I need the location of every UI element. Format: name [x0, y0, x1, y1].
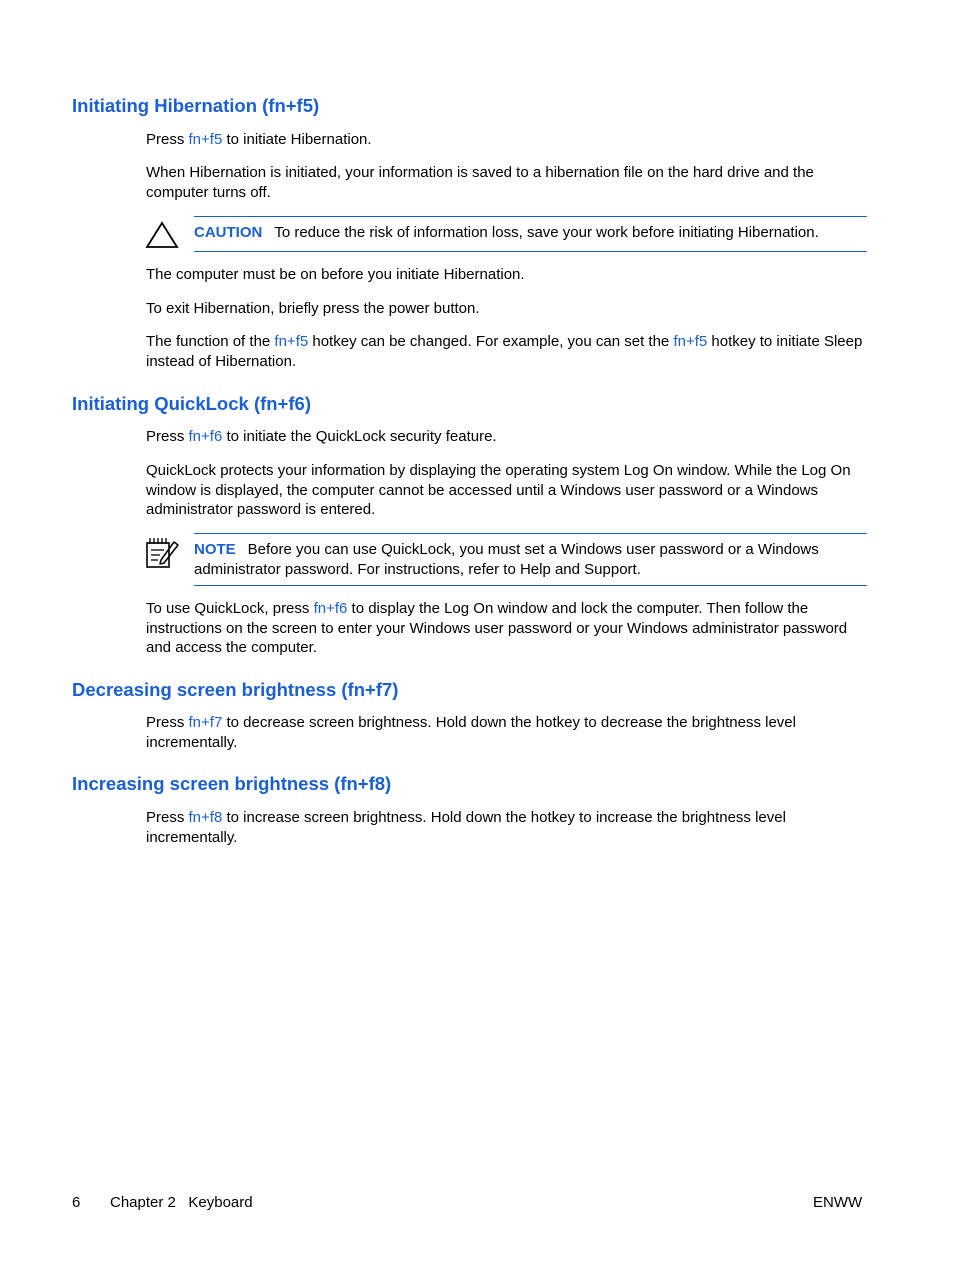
increase-brightness-paragraph [146, 808, 868, 847]
text: To use QuickLock, press [146, 600, 314, 617]
text: Press [146, 428, 189, 445]
footer-chapter: Chapter 2 Keyboard [110, 1194, 253, 1211]
hotkey-fn-f5: fn+f5 [188, 131, 223, 148]
text: to increase screen brightness. Hold down the hotkey to increase the brightness level incrementally. [146, 809, 786, 846]
hotkey-fn-f6: fn+f6 [188, 428, 223, 445]
note-top-rule [194, 533, 867, 534]
footer-page-number: 6 [72, 1194, 81, 1211]
note-bottom-rule [194, 585, 867, 586]
hibernation-description: When Hibernation is initiated, your information is saved to a hibernation file on the hard drive and the computer turns off. [146, 164, 814, 201]
quicklock-description: QuickLock protects your information by displaying the operating system Log On window. While the Log On window is displayed, the computer cannot be accessed until a Windows user password or a Windows administrator password is entered. [146, 462, 851, 518]
text: to initiate the QuickLock security feature. [222, 428, 497, 445]
hotkey-fn-f5: fn+f5 [673, 333, 708, 350]
warning-triangle-icon [145, 221, 179, 254]
text: Press [146, 714, 189, 731]
hibernation-function-paragraph [146, 332, 868, 371]
note-notice [194, 540, 868, 579]
text: hotkey to initiate Sleep instead of Hibernation. [146, 333, 863, 370]
text: Press [146, 809, 189, 826]
heading-increase-brightness: Increasing screen brightness (fn+f8) [72, 773, 392, 794]
hotkey-fn-f8: fn+f8 [188, 809, 223, 826]
text: Press [146, 131, 189, 148]
note-text: Before you can use QuickLock, you must set a Windows user password or a Windows administrator password. For instructions, refer to Help and Support. [194, 541, 819, 578]
caution-text: To reduce the risk of information loss, save your work before initiating Hibernation. [274, 224, 819, 241]
text: to initiate Hibernation. [222, 131, 372, 148]
hotkey-fn-f6: fn+f6 [313, 600, 348, 617]
quicklock-usage-paragraph [146, 599, 868, 658]
caution-top-rule [194, 216, 867, 217]
quicklock-press-paragraph [146, 427, 868, 447]
text: The function of the [146, 333, 275, 350]
note-label: NOTE [194, 541, 236, 558]
heading-quicklock: Initiating QuickLock (fn+f6) [72, 393, 311, 414]
caution-label: CAUTION [194, 224, 263, 241]
text: hotkey can be changed. For example, you can set the [308, 333, 674, 350]
heading-decrease-brightness: Decreasing screen brightness (fn+f7) [72, 679, 399, 700]
hotkey-fn-f7: fn+f7 [188, 714, 223, 731]
hibernation-exit-paragraph: To exit Hibernation, briefly press the power button. [146, 300, 480, 317]
caution-notice [194, 223, 868, 243]
heading-hibernation: Initiating Hibernation (fn+f5) [72, 95, 320, 116]
hibernation-power-on-paragraph: The computer must be on before you initiate Hibernation. [146, 266, 525, 283]
text: to display the Log On window and lock the computer. Then follow the instructions on the screen to enter your Windows user password or your Windows administrator password and access the computer. [146, 600, 848, 656]
hibernation-press-paragraph [146, 130, 868, 150]
decrease-brightness-paragraph [146, 713, 868, 752]
note-pad-icon [144, 536, 180, 575]
text: to decrease screen brightness. Hold down the hotkey to decrease the brightness level incrementally. [146, 714, 796, 751]
hotkey-fn-f5: fn+f5 [274, 333, 309, 350]
caution-bottom-rule [194, 251, 867, 252]
footer-enww: ENWW [813, 1194, 863, 1211]
